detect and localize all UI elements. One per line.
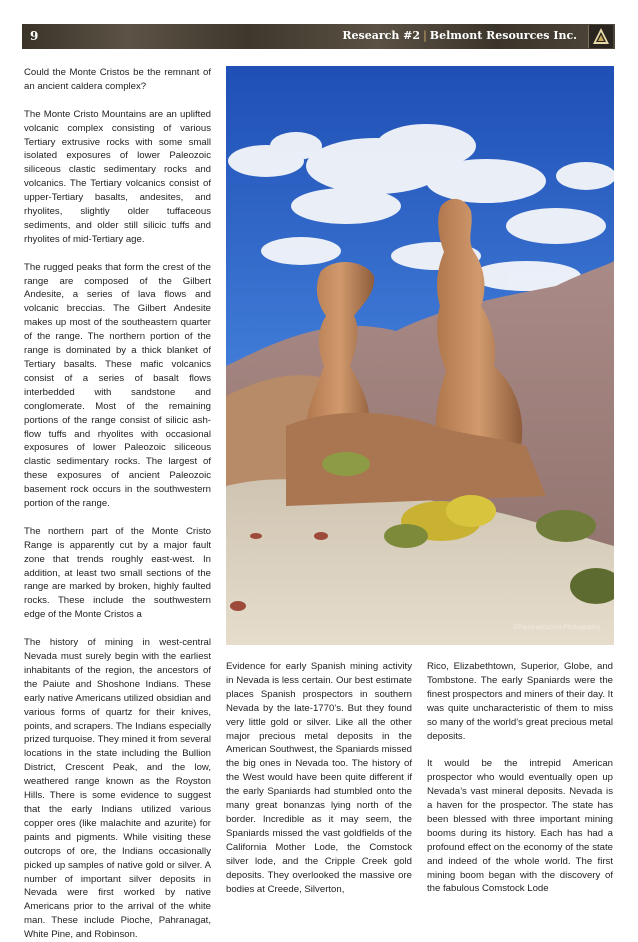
header-separator: |: [423, 29, 427, 42]
paragraph: The Monte Cristo Mountains are an uplifted volcanic complex consisting of various Tertiary extrusive rocks with some small isolated exposures of lower Paleozoic siliceous clastic sedimentary rocks and volcanics. The Tertiary volcanics consist of upper-Tertiary basalts, andesites, and rhyolites, slightly older tuffaceous sediments, and older still silicic tuffs and rhyolites of mid-Tertiary age.: [24, 108, 211, 245]
publication-name: Research #2: [342, 29, 421, 42]
company-name: Belmont Resources Inc.: [429, 29, 577, 42]
hoodoo-landscape-photo: [226, 66, 614, 645]
paragraph: It would be the intrepid American prospector who would eventually open up Nevada’s vast mineral deposits. Nevada is a haven for the prospector. The state has been blessed with three important mining booms during its history. Each has had a profound effect on the economy of the state and indeed of the whole world. The first mining boom began with the discovery of the fabulous Comstock Lode: [427, 758, 613, 895]
header-title: [342, 29, 577, 42]
page-header: [22, 24, 615, 49]
text-column-right: [427, 660, 613, 896]
photo-credit: ©PanoramicGeo Photography: [513, 624, 600, 631]
text-column-middle: [226, 660, 412, 896]
mountain-logo-icon: [588, 25, 613, 48]
paragraph: The northern part of the Monte Cristo Range is apparently cut by a major fault zone that trends roughly east-west. In addition, at least two small sections of the range are marked by broken, highly faulted rocks. These include the southwestern edge of the Monte Cristos a: [24, 525, 211, 621]
page-number: 9: [30, 29, 39, 43]
paragraph: The rugged peaks that form the crest of the range are composed of the Gilbert Andesite, a series of lava flows and volcanic breccias. The Gilbert Andesite makes up most of the southeastern quarter of the range. The northern portion of the range is dominated by a thick blanket of Tertiary basalts. These mafic volcanics consist of a series of basalt flows interbedded with sandstone and conglomerate. Most of the remaining portions of the range consist of silicic ash-flow tuffs and rhyolites with occasional exposures of lower Paleozoic siliceous clastic sedimentary rocks. The largest of these exposures of ancient Paleozoic basement rock occurs in the southwestern portion of the range.: [24, 261, 211, 510]
paragraph: The history of mining in west-central Nevada must surely begin with the earliest inhabitants of the region, the ancestors of the Paiute and Shoshone Indians. These early native Americans utilized obsidian and various forms of quartz for their knives, points, and scrapers. The Indians especially prized turquoise. They mined it from several locations in the state including the Bullion District, Crescent Peak, and the low, weathered range known as the Royston Hills. There is some evidence to suggest that the early Indians utilized various copper ores (like malachite and azurite) for paints and pigments. While visiting these outcrops of ore, the Indians occasionally picked up samples of native gold or silver. A number of important silver deposits in Nevada were first worked by native Americans prior to the arrival of the white man. These include Pioche, Pahranagat, White Pine, and Robinson.: [24, 637, 211, 941]
paragraph: Could the Monte Cristos be the remnant of an ancient caldera complex?: [24, 67, 211, 92]
text-column-left: [24, 66, 211, 942]
paragraph: Rico, Elizabethtown, Superior, Globe, and Tombstone. The early Spaniards were the finest prospectors and miners of their day. It was quite uncharacteristic of them to miss so many of the world’s great precious metal deposits.: [427, 661, 613, 742]
paragraph: Evidence for early Spanish mining activity in Nevada is less certain. Our best estimate places Spanish prospectors in southern Nevada by the late-1770’s. But they found very little gold or silver. Like all the other major precious metal deposits in the American Southwest, the Spaniards missed the big ones in Nevada too. The history of the West would have been quite different if the early Spaniards had stumbled onto the many great bonanzas lying north of the border. Incredible as it may seem, the Spaniards missed the vast goldfields of the California Mother Lode, the Comstock silver lode, and the Cripple Creek gold deposits. They overlooked the massive ore bodies at Creede, Silverton,: [226, 661, 412, 895]
